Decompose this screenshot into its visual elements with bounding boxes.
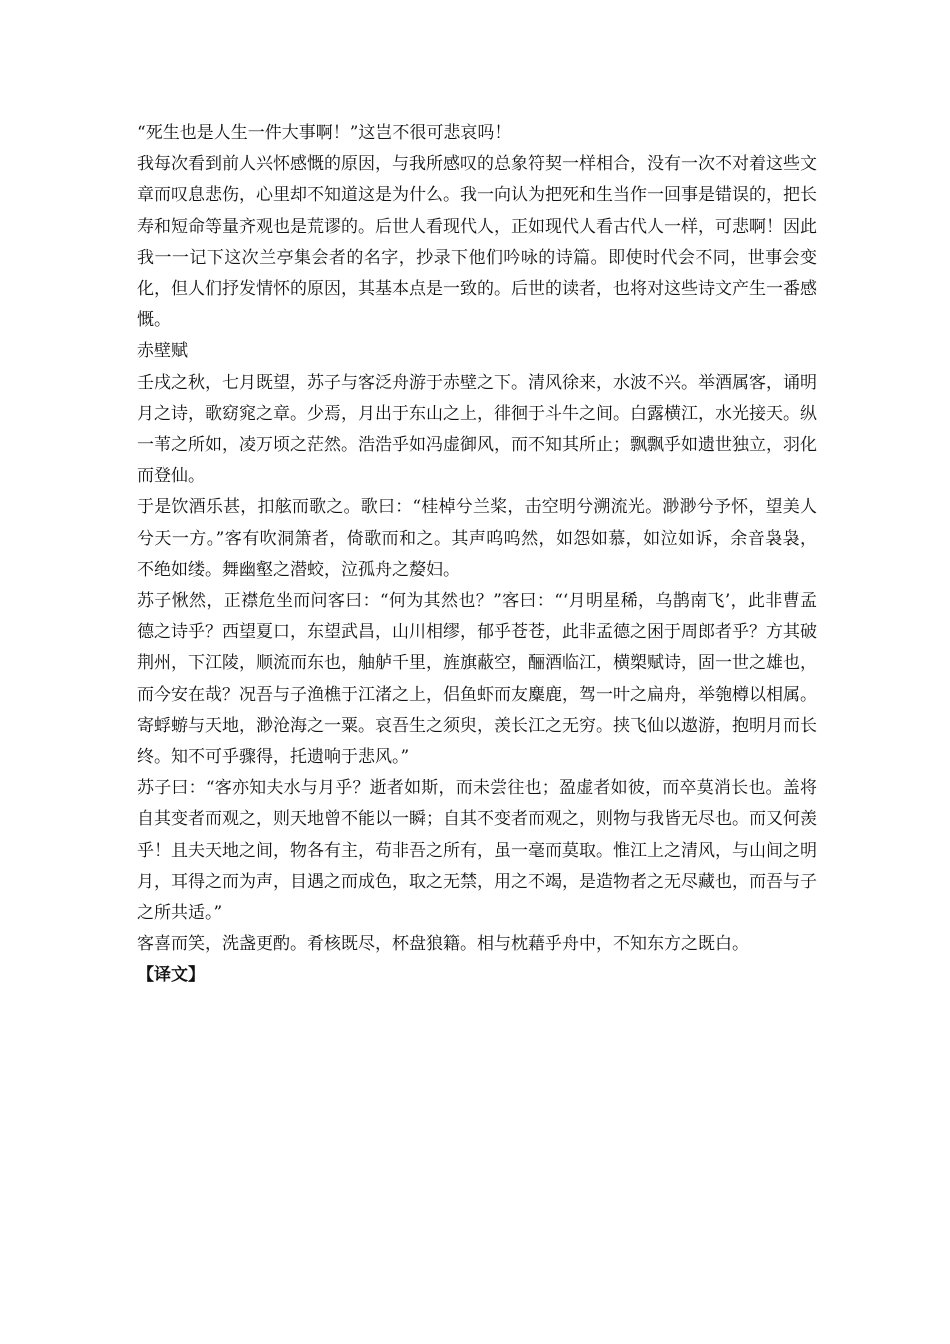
paragraph-chibi-3: 苏子愀然，正襟危坐而问客曰：“何为其然也？”客曰：“‘月明星稀，乌鹊南飞’，此非曹孟德之诗乎？西望夏口，东望武昌，山川相缪，郁乎苍苍，此非孟德之困于周郎者乎？方其破荆州，下江陵，顺流而东也，舳舻千里，旌旗蔽空，酾酒临江，横槊赋诗，固一世之雄也，而今安在哉？况吾与子渔樵于江渚之上，侣鱼虾而友麋鹿，驾一叶之扁舟，举匏樽以相属。寄蜉蝣与天地，渺沧海之一粟。哀吾生之须臾，羡长江之无穷。挟飞仙以遨游，抱明月而长终。知不可乎骤得，托遗响于悲风。” xyxy=(137,591,817,768)
paragraph-chibi-4: 苏子曰：“客亦知夫水与月乎？逝者如斯，而未尝往也；盈虚者如彼，而卒莫消长也。盖将自其变者而观之，则天地曾不能以一瞬；自其不变者而观之，则物与我皆无尽也。而又何羡乎！且夫天地之间，物各有主，苟非吾之所有，虽一毫而莫取。惟江上之清风，与山间之明月，耳得之而为声，目遇之而成色，取之无禁，用之不竭，是造物者之无尽藏也，而吾与子之所共适。” xyxy=(137,778,817,924)
paragraph-chibi-2: 于是饮酒乐甚，扣舷而歌之。歌曰：“桂棹兮兰桨，击空明兮溯流光。渺渺兮予怀，望美人兮天一方。”客有吹洞箫者，倚歌而和之。其声呜呜然，如怨如慕，如泣如诉，余音袅袅，不绝如缕。舞幽壑之潜蛟，泣孤舟之嫠妇。 xyxy=(137,497,817,580)
paragraph-conclusion-quote: “死生也是人生一件大事啊！”这岂不很可悲哀吗！ xyxy=(137,123,512,143)
paragraph-chibi-1: 壬戌之秋，七月既望，苏子与客泛舟游于赤壁之下。清风徐来，水波不兴。举酒属客，诵明月之诗，歌窈窕之章。少焉，月出于东山之上，徘徊于斗牛之间。白露横江，水光接天。纵一苇之所如，凌万顷之茫然。浩浩乎如冯虚御风，而不知其所止；飘飘乎如遗世独立，羽化而登仙。 xyxy=(137,372,817,487)
paragraph-chibi-5: 客喜而笑，洗盏更酌。肴核既尽，杯盘狼籍。相与枕藉乎舟中，不知东方之既白。 xyxy=(137,934,749,955)
text-body xyxy=(137,118,817,992)
section-title-chibi-fu: 赤壁赋 xyxy=(137,341,188,362)
translation-label: 【译文】 xyxy=(137,965,205,986)
paragraph-lanting-translation: 我每次看到前人兴怀感慨的原因，与我所感叹的总象符契一样相合，没有一次不对着这些文章而叹息悲伤，心里却不知道这是为什么。我一向认为把死和生当作一回事是错误的，把长寿和短命等量齐观也是荒谬的。后世人看现代人，正如现代人看古代人一样，可悲啊！因此我一一记下这次兰亭集会者的名字，抄录下他们吟咏的诗篇。即使时代会不同，世事会变化，但人们抒发情怀的原因，其基本点是一致的。后世的读者，也将对这些诗文产生一番感慨。 xyxy=(137,154,817,331)
